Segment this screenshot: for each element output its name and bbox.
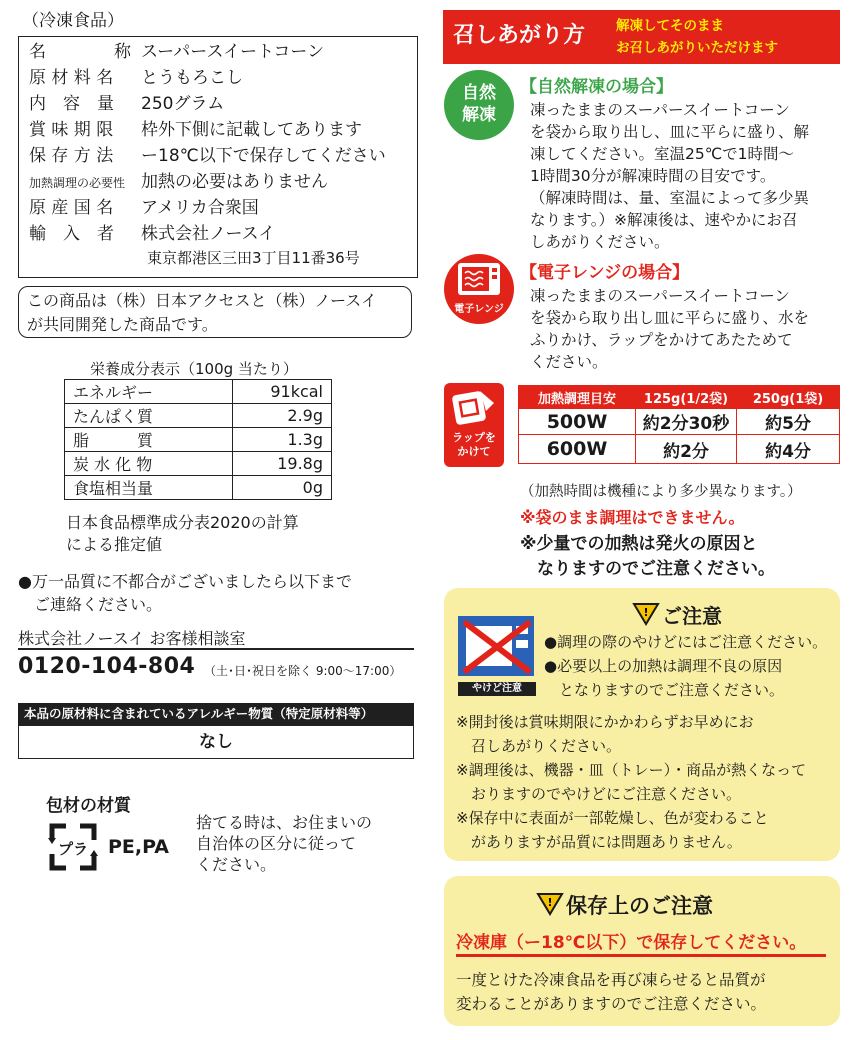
- howto-subtitle: お召しあがりいただけます: [616, 40, 778, 56]
- product-spec-box: [18, 36, 418, 278]
- wrap-badge: ラップを かけて: [444, 383, 504, 467]
- co-development-note: この商品は（株）日本アクセスと（株）ノースイ が共同開発した商品です。: [18, 286, 412, 338]
- howto-title: 召しあがり方: [453, 23, 586, 48]
- caution-title: ご注意: [662, 604, 722, 628]
- warning-icon: [632, 602, 660, 626]
- table-header: 250g(1袋): [737, 386, 840, 409]
- fire-warning: ※少量での加熱は発火の原因と なりますのでご注意ください。: [520, 534, 775, 579]
- microwave-icon: [457, 262, 501, 296]
- table-header: 125g(1/2袋): [636, 386, 737, 409]
- disposal-note: 捨てる時は、お住まいの 自治体の区分に従って ください。: [196, 813, 373, 874]
- spec-row-contents: 内 容 量 250グラム: [29, 94, 225, 114]
- customer-service-name: 株式会社ノースイ お客様相談室: [18, 629, 246, 648]
- packaging-material: PE,PA: [108, 836, 170, 858]
- howto-subtitle: 解凍してそのまま: [616, 18, 724, 34]
- allergen-header: 本品の原材料に含まれているアレルギー物質（特定原材料等）: [18, 703, 414, 725]
- nutrition-note: 日本食品標準成分表2020の計算 による推定値: [66, 513, 299, 554]
- importer-address: 東京都港区三田3丁目11番36号: [147, 249, 360, 267]
- allergen-value: なし: [18, 725, 414, 759]
- bag-warning: ※袋のまま調理はできません。: [520, 508, 745, 527]
- table-row: 600W 約2分 約4分: [519, 435, 840, 464]
- storage-highlight: 冷凍庫（ー18℃以下）で保存してください。: [456, 933, 807, 953]
- nutrition-table: [64, 379, 332, 500]
- divider: [18, 648, 414, 650]
- heating-time-table: [518, 385, 840, 464]
- table-row: 500W 約2分30秒 約5分: [519, 409, 840, 435]
- microwave-heading: 【電子レンジの場合】: [520, 263, 690, 283]
- natural-thaw-badge: 自然 解凍: [444, 70, 514, 140]
- table-row: エネルギー 91kcal: [65, 380, 332, 404]
- caution-notes: ※開封後は賞味期限にかかわらずお早めにお 召しあがりください。 ※調理後は、機器・皿（トレー）・商品が熱くなって おりますのでやけどにご注意ください。 ※保存中に表面が一部乾燥し、色が変わること がありますが品質には問題ありません。: [456, 713, 807, 851]
- contact-note: ●万一品質に不都合がございましたら以下まで ご連絡ください。: [18, 572, 352, 614]
- spec-row-storage: 保 存 方 法 ー18℃以下で保存してください: [29, 146, 386, 166]
- spec-row-importer: 輸 入 者 株式会社ノースイ: [29, 224, 276, 244]
- category-label: （冷凍食品）: [22, 11, 124, 31]
- spec-row-name: 名 称 スーパースイートコーン: [29, 42, 325, 62]
- table-row: 炭 水 化 物 19.8g: [65, 452, 332, 476]
- spec-row-best-before: 賞 味 期 限 枠外下側に記載してあります: [29, 120, 362, 140]
- warning-icon: [536, 892, 564, 916]
- no-microwave-icon: [456, 614, 538, 678]
- storage-title: 保存上のご注意: [566, 894, 713, 918]
- burn-warning-badge: やけど注意: [456, 614, 538, 694]
- natural-thaw-heading: 【自然解凍の場合】: [520, 77, 673, 97]
- table-header: 加熱調理目安: [519, 386, 636, 409]
- phone-number: 0120-104-804: [18, 654, 196, 679]
- storage-text: 一度とけた冷凍食品を再び凍らせると品質が 変わることがありますのでご注意ください。: [456, 971, 767, 1013]
- wrap-icon: [452, 389, 496, 427]
- divider: [456, 954, 826, 957]
- table-row: 食塩相当量 0g: [65, 476, 332, 500]
- spec-row-heating: 加熱調理の必要性 加熱の必要はありません: [29, 172, 328, 192]
- business-hours: （土･日･祝日を除く 9:00〜17:00）: [204, 664, 402, 678]
- svg-text:!: !: [643, 606, 649, 619]
- spec-row-ingredients: 原 材 料 名 とうもろこし: [29, 68, 243, 88]
- microwave-text: 凍ったままのスーパースイートコーン を袋から取り出し皿に平らに盛り、水を ふりかけ、ラップをかけてあたためて ください。: [530, 287, 810, 371]
- natural-thaw-text: 凍ったままのスーパースイートコーン を袋から取り出し、皿に平らに盛り、解 凍してください。室温25℃で1時間〜 1時間30分が解凍時間の目安です。 （解凍時間は、量、室温によって多少異 なります。）※解凍後は、速やかにお召 しあがりください。: [530, 101, 810, 251]
- caution-text: ●調理の際のやけどにはご注意ください。 ●必要以上の加熱は調理不良の原因 となりますのでご注意ください。: [544, 633, 828, 699]
- nutrition-caption: 栄養成分表示（100g 当たり）: [90, 360, 298, 378]
- svg-text:!: !: [547, 896, 553, 909]
- heating-note: （加熱時間は機種により多少異なります。）: [520, 484, 802, 500]
- table-row: たんぱく質 2.9g: [65, 404, 332, 428]
- microwave-badge: 電子レンジ: [444, 254, 514, 324]
- table-row: 脂 質 1.3g: [65, 428, 332, 452]
- plastic-recycle-icon: [44, 818, 102, 876]
- spec-row-origin: 原 産 国 名 アメリカ合衆国: [29, 198, 259, 218]
- packaging-title: 包材の材質: [46, 796, 131, 816]
- svg-text:プラ: プラ: [57, 840, 89, 858]
